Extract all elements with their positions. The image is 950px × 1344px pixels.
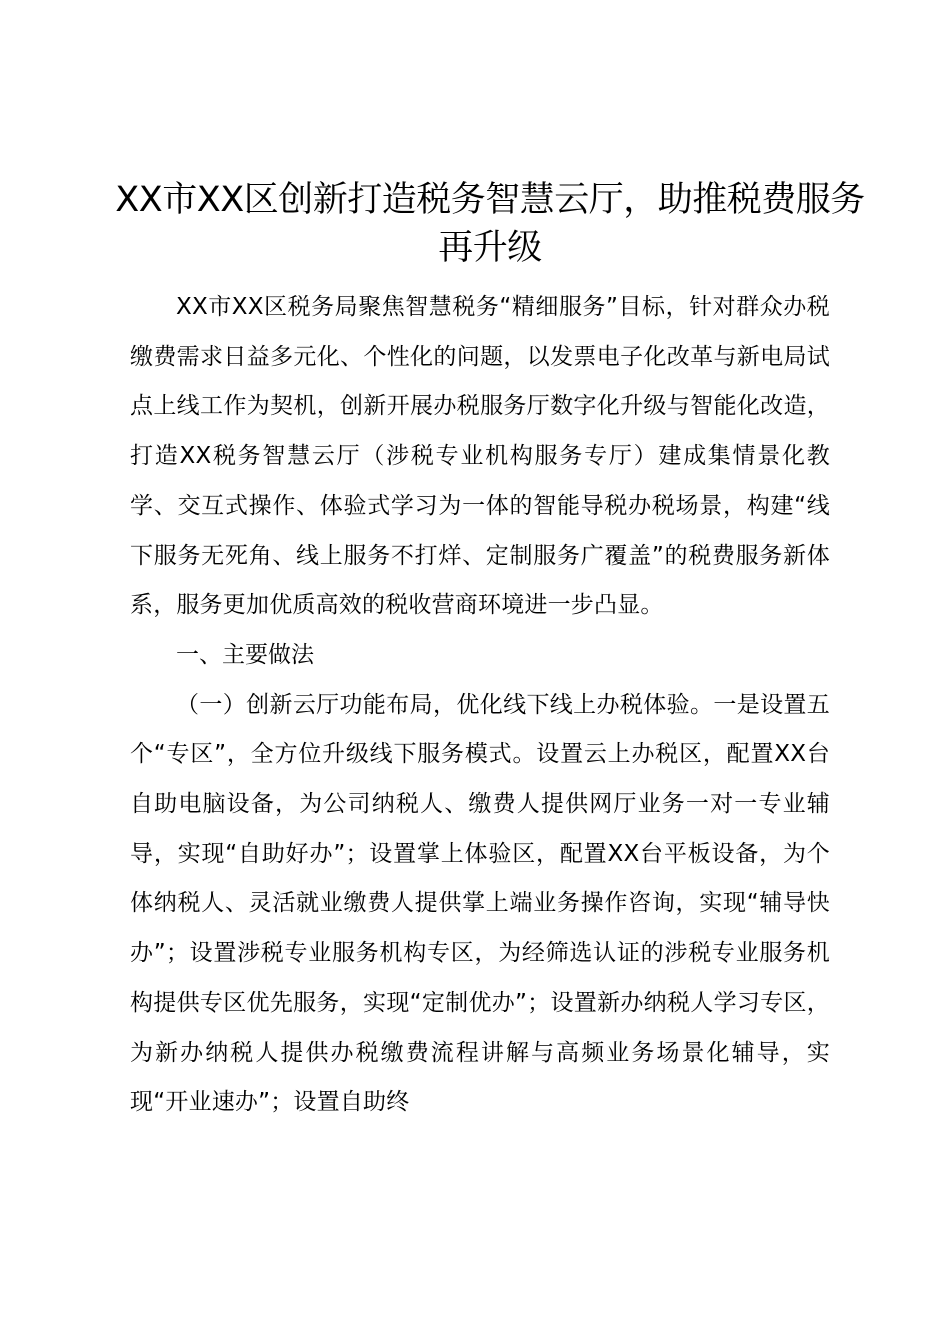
intro-paragraph: XX市XX区税务局聚焦智慧税务“精细服务”目标，针对群众办税缴费需求日益多元化、个性化的问题，以发票电子化改革与新电局试点上线工作为契机，创新开展办税服务厅数字化升级与智能化改造，打造XX税务智慧云厅（涉税专业机构服务专厅）建成集情景化教学、交互式操作、体验式学习为一体的智能导税办税场景，构建“线下服务无死角、线上服务不打烊、定制服务广覆盖”的税费服务新体系，服务更加优质高效的税收营商环境进一步凸显。 bbox=[130, 294, 830, 619]
section-heading: 一、主要做法 bbox=[176, 641, 314, 668]
section-paragraph: （一）创新云厅功能布局，优化线下线上办税体验。一是设置五个“专区”，全方位升级线下服务模式。设置云上办税区，配置XX台自助电脑设备，为公司纳税人、缴费人提供网厅业务一对一专业辅导，实现“自助好办”；设置掌上体验区，配置XX台平板设备，为个体纳税人、灵活就业缴费人提供掌上端业务操作咨询，实现“辅导快办”；设置涉税专业服务机构专区，为经筛选认证的涉税专业服务机构提供专区优先服务，实现“定制优办”；设置新办纳税人学习专区，为新办纳税人提供办税缴费流程讲解与高频业务场景化辅导，实现“开业速办”；设置自助终 bbox=[130, 691, 830, 1116]
document-title: XX市XX区创新打造税务智慧云厅，助推税费服务再升级 bbox=[115, 180, 865, 268]
document-body bbox=[130, 283, 830, 1128]
